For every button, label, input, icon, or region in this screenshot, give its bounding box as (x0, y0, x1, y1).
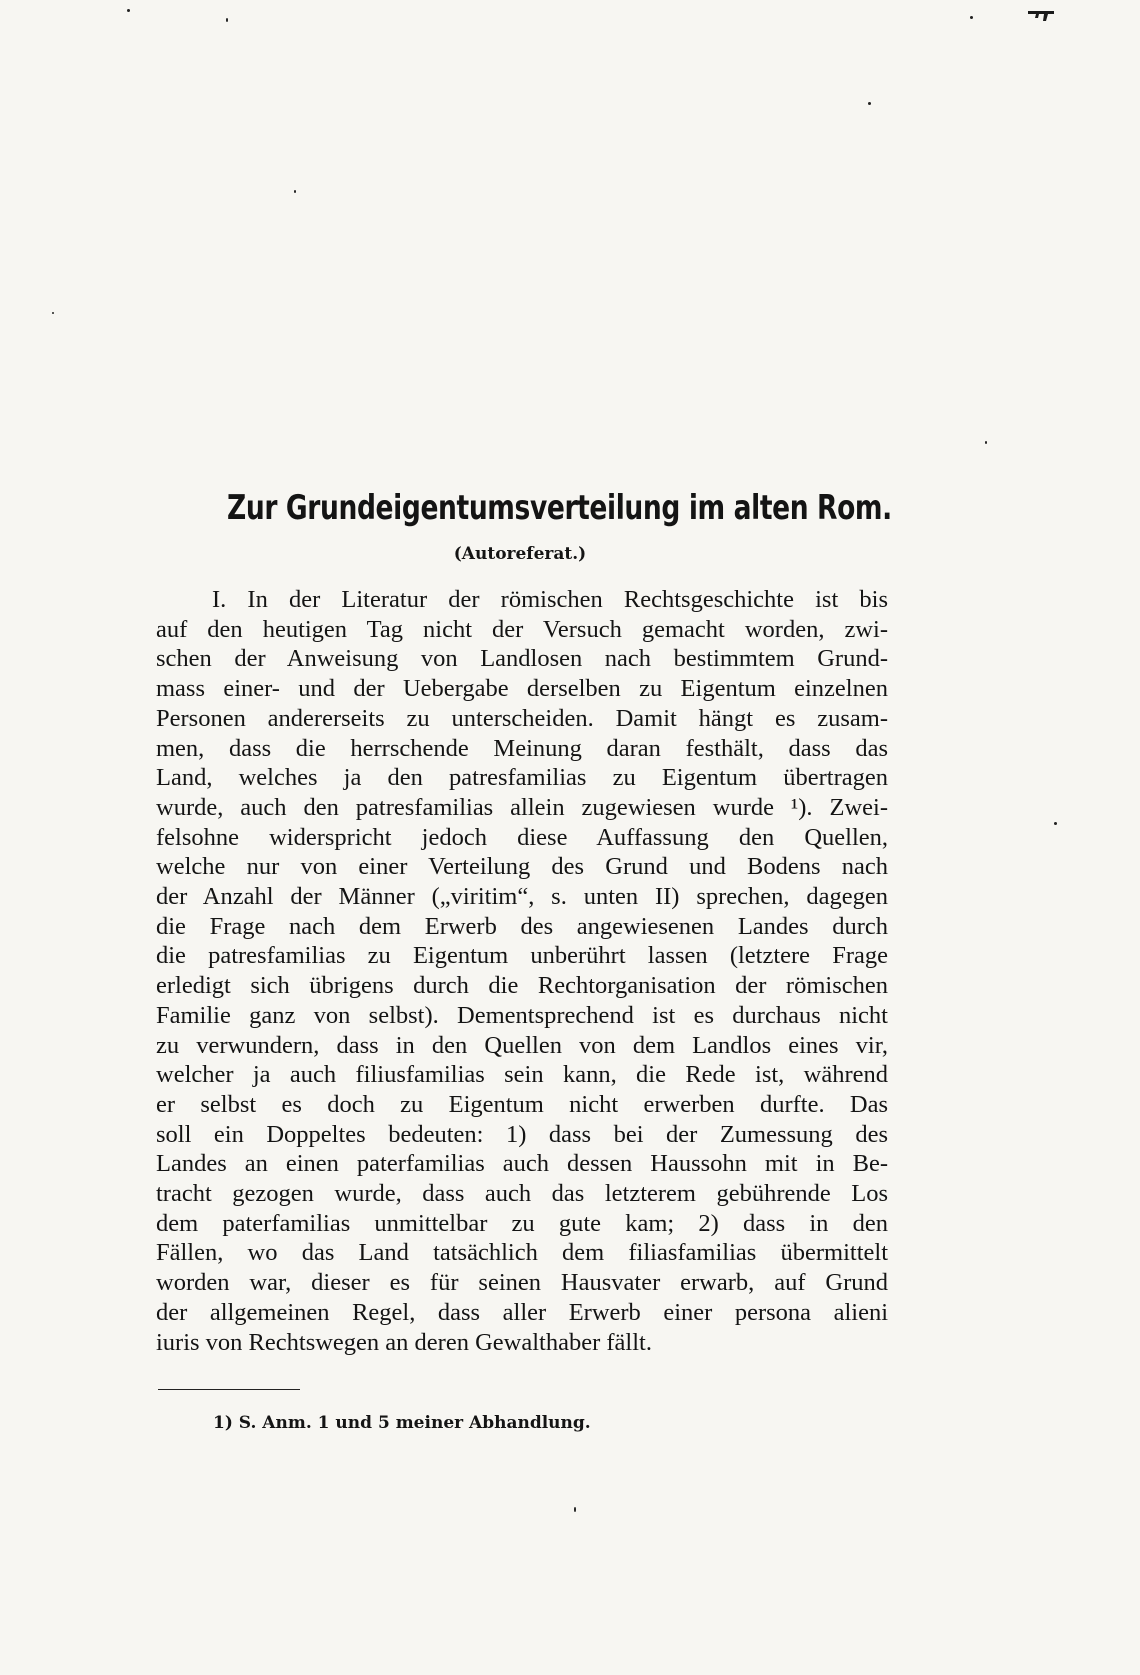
scan-speck (970, 16, 973, 19)
body-line: die Frage nach dem Erwerb des angewiesenen Landes durch (156, 912, 888, 940)
body-line: soll ein Doppeltes bedeuten: 1) dass bei der Zumessung des (156, 1120, 888, 1148)
corner-ink-mark (1028, 8, 1054, 22)
body-line: men, dass die herrschende Meinung daran festhält, dass das (156, 734, 888, 762)
article-subtitle: (Autoreferat.) (453, 544, 587, 564)
body-line: schen der Anweisung von Landlosen nach bestimmtem Grund- (156, 645, 888, 673)
body-paragraph (156, 585, 888, 1357)
scan-speck (226, 18, 228, 22)
body-line: dem paterfamilias unmittelbar zu gute kam; 2) dass in den (156, 1209, 888, 1237)
article-title: Zur Grundeigentumsverteilung im alten Rom. (227, 488, 892, 528)
body-line: der Anzahl der Männer („viritim“, s. unten II) sprechen, dagegen (156, 883, 888, 911)
footnote: 1) S. Anm. 1 und 5 meiner Abhandlung. (213, 1413, 591, 1433)
body-line: Familie ganz von selbst). Dementsprechend ist es durchaus nicht (156, 1001, 888, 1029)
body-line: er selbst es doch zu Eigentum nicht erwerben durfte. Das (156, 1090, 888, 1118)
body-line: wurde, auch den patresfamilias allein zugewiesen wurde ¹). Zwei- (156, 793, 888, 821)
body-line: zu verwundern, dass in den Quellen von dem Landlos eines vir, (156, 1031, 888, 1059)
footnote-divider (158, 1389, 300, 1390)
body-line: Personen andererseits zu unterscheiden. Damit hängt es zusam- (156, 704, 888, 732)
scan-speck (1054, 822, 1057, 825)
body-line: mass einer- und der Uebergabe derselben zu Eigentum einzelnen (156, 675, 888, 703)
body-line: welcher ja auch filiusfamilias sein kann, die Rede ist, während (156, 1061, 888, 1089)
body-line: worden war, dieser es für seinen Hausvater erwarb, auf Grund (156, 1269, 888, 1297)
body-line: auf den heutigen Tag nicht der Versuch gemacht worden, zwi- (156, 615, 888, 643)
body-line: I. In der Literatur der römischen Rechtsgeschichte ist bis (212, 586, 888, 613)
body-line: Fällen, wo das Land tatsächlich dem filiasfamilias übermittelt (156, 1239, 888, 1267)
scan-speck (574, 1507, 576, 1512)
body-line: erledigt sich übrigens durch die Rechtorganisation der römischen (156, 972, 888, 1000)
body-line: iuris von Rechtswegen an deren Gewalthaber fällt. (156, 1328, 652, 1356)
scan-speck (294, 190, 296, 193)
body-line: tracht gezogen wurde, dass auch das letzterem gebührende Los (156, 1180, 888, 1208)
body-line: welche nur von einer Verteilung des Grund und Bodens nach (156, 853, 888, 881)
body-line: Land, welches ja den patresfamilias zu Eigentum übertragen (156, 764, 888, 792)
body-line: die patresfamilias zu Eigentum unberührt lassen (letztere Frage (156, 942, 888, 970)
scan-speck (127, 9, 130, 12)
body-line: felsohne widerspricht jedoch diese Auffassung den Quellen, (156, 823, 888, 851)
scan-speck (868, 102, 871, 105)
body-line: Landes an einen paterfamilias auch dessen Haussohn mit in Be- (156, 1150, 888, 1178)
body-line: der allgemeinen Regel, dass aller Erwerb einer persona alieni (156, 1298, 888, 1326)
scan-speck (985, 441, 987, 444)
scan-speck (52, 312, 54, 314)
